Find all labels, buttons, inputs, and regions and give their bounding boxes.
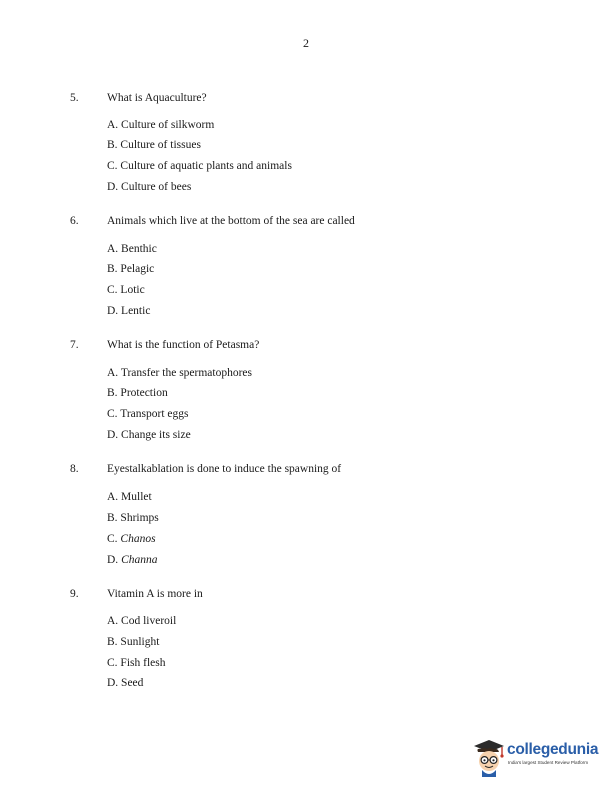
question-5-option-a: A. Culture of silkworm <box>107 119 215 131</box>
question-7-option-a: A. Transfer the spermatophores <box>107 367 253 379</box>
species-name: Channa <box>121 554 158 566</box>
question-8-number: 8. <box>70 463 79 475</box>
question-6-number: 6. <box>70 215 79 227</box>
page-number: 2 <box>303 36 309 50</box>
question-5-number: 5. <box>70 92 79 104</box>
option-prefix: C. <box>107 533 121 545</box>
question-9-option-d: D. Seed <box>107 677 144 689</box>
question-7-text: What is the function of Petasma? <box>107 339 260 351</box>
question-6-option-b: B. Pelagic <box>107 263 155 275</box>
option-prefix: D. <box>107 554 122 566</box>
question-8-option-d <box>107 554 157 566</box>
question-8-option-b: B. Shrimps <box>107 512 159 524</box>
collegedunia-logo <box>472 738 600 778</box>
question-6-text: Animals which live at the bottom of the sea are called <box>107 215 355 227</box>
question-5-text: What is Aquaculture? <box>107 92 207 104</box>
mascot-icon <box>472 738 506 778</box>
question-9-option-a: A. Cod liveroil <box>107 615 177 627</box>
question-7-option-b: B. Protection <box>107 387 168 399</box>
question-5-option-c: C. Culture of aquatic plants and animals <box>107 160 292 172</box>
question-7-option-c: C. Transport eggs <box>107 408 189 420</box>
question-8-option-a: A. Mullet <box>107 491 152 503</box>
question-9-option-c: C. Fish flesh <box>107 657 166 669</box>
question-6-option-d: D. Lentic <box>107 305 151 317</box>
question-6-option-c: C. Lotic <box>107 284 145 296</box>
question-5-option-d: D. Culture of bees <box>107 181 192 193</box>
logo-wordmark: collegedunia <box>507 741 599 758</box>
question-9-option-b: B. Sunlight <box>107 636 160 648</box>
species-name: Chanos <box>120 533 156 545</box>
question-9-number: 9. <box>70 588 79 600</box>
question-7-number: 7. <box>70 339 79 351</box>
logo-tagline: India's largest Student Review Platform <box>508 760 589 765</box>
question-6-option-a: A. Benthic <box>107 243 157 255</box>
question-8-option-c <box>107 533 156 545</box>
question-9-text: Vitamin A is more in <box>107 588 203 600</box>
question-8-text: Eyestalkablation is done to induce the spawning of <box>107 463 342 475</box>
question-5-option-b: B. Culture of tissues <box>107 139 201 151</box>
question-7-option-d: D. Change its size <box>107 429 191 441</box>
